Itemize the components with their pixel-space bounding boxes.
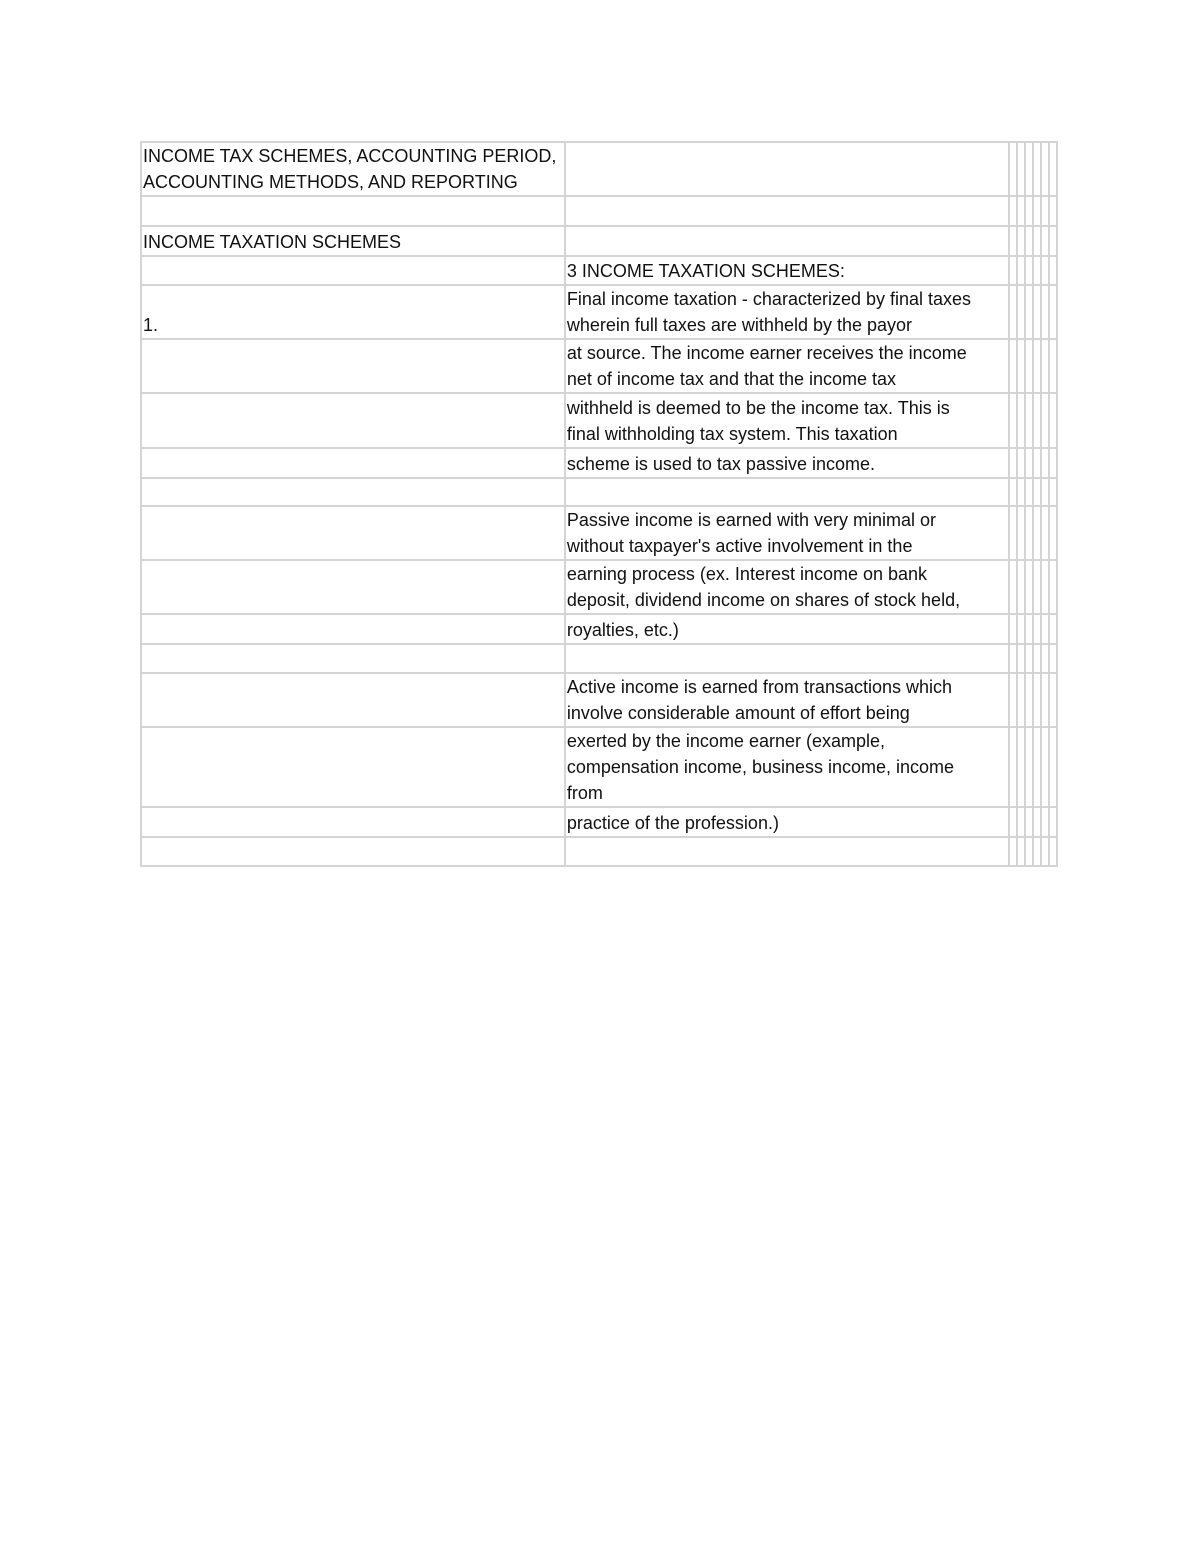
cell-empty-narrow (1049, 506, 1057, 560)
cell-empty-narrow (1041, 393, 1049, 448)
cell-empty-narrow (1025, 837, 1033, 866)
cell-empty-narrow (1033, 614, 1041, 644)
cell-left (141, 727, 565, 807)
cell-empty-narrow (1009, 614, 1017, 644)
cell-right: earning process (ex. Interest income on bank deposit, dividend income on shares of stock held, (565, 560, 1009, 614)
cell-left (141, 478, 565, 506)
cell-empty-narrow (1033, 196, 1041, 226)
title-row (141, 142, 1057, 196)
cell-empty-narrow (1025, 727, 1033, 807)
cell-empty-narrow (1017, 727, 1025, 807)
cell-right (565, 478, 1009, 506)
cell-empty-narrow (1009, 837, 1017, 866)
cell-empty-narrow (1009, 727, 1017, 807)
final-tax-row-4 (141, 448, 1057, 478)
cell-left (141, 448, 565, 478)
cell-empty-narrow (1025, 285, 1033, 339)
cell-right (565, 226, 1009, 256)
final-tax-row-2 (141, 339, 1057, 393)
cell-empty-narrow (1025, 478, 1033, 506)
cell-right: Final income taxation - characterized by final taxes wherein full taxes are withheld by the payor (565, 285, 1009, 339)
cell-empty-narrow (1025, 256, 1033, 285)
passive-income-row-1 (141, 506, 1057, 560)
cell-empty-narrow (1033, 256, 1041, 285)
cell-empty-narrow (1017, 448, 1025, 478)
cell-empty-narrow (1041, 614, 1049, 644)
cell-empty-narrow (1025, 506, 1033, 560)
cell-left (141, 196, 565, 226)
cell-left (141, 393, 565, 448)
cell-empty-narrow (1017, 506, 1025, 560)
cell-empty-narrow (1049, 393, 1057, 448)
cell-empty-narrow (1017, 807, 1025, 837)
cell-empty-narrow (1033, 807, 1041, 837)
cell-empty-narrow (1049, 478, 1057, 506)
passive-income-row-2 (141, 560, 1057, 614)
cell-left (141, 807, 565, 837)
cell-empty-narrow (1025, 339, 1033, 393)
cell-empty-narrow (1033, 478, 1041, 506)
cell-empty-narrow (1009, 393, 1017, 448)
cell-empty-narrow (1041, 837, 1049, 866)
cell-empty-narrow (1009, 142, 1017, 196)
cell-empty-narrow (1009, 285, 1017, 339)
cell-right: withheld is deemed to be the income tax. This is final withholding tax system. This taxation (565, 393, 1009, 448)
cell-empty-narrow (1041, 226, 1049, 256)
cell-right (565, 644, 1009, 673)
section-heading-row (141, 226, 1057, 256)
cell-empty-narrow (1025, 448, 1033, 478)
cell-empty-narrow (1049, 807, 1057, 837)
cell-empty-narrow (1033, 727, 1041, 807)
final-tax-row-3 (141, 393, 1057, 448)
cell-empty-narrow (1041, 339, 1049, 393)
cell-empty-narrow (1041, 506, 1049, 560)
final-tax-row-1 (141, 285, 1057, 339)
cell-empty-narrow (1049, 673, 1057, 727)
cell-empty-narrow (1041, 727, 1049, 807)
cell-empty-narrow (1033, 673, 1041, 727)
subheading-row (141, 256, 1057, 285)
cell-empty-narrow (1025, 226, 1033, 256)
cell-empty-narrow (1025, 614, 1033, 644)
cell-empty-narrow (1009, 256, 1017, 285)
cell-empty-narrow (1025, 807, 1033, 837)
cell-left: 1. (141, 285, 565, 339)
cell-empty-narrow (1025, 644, 1033, 673)
cell-empty-narrow (1009, 478, 1017, 506)
cell-right: at source. The income earner receives the income net of income tax and that the income tax (565, 339, 1009, 393)
cell-empty-narrow (1041, 196, 1049, 226)
cell-empty-narrow (1041, 478, 1049, 506)
cell-right: Passive income is earned with very minimal or without taxpayer's active involvement in the (565, 506, 1009, 560)
active-income-row-1 (141, 673, 1057, 727)
cell-right: exerted by the income earner (example, compensation income, business income, income from (565, 727, 1009, 807)
cell-empty-narrow (1009, 226, 1017, 256)
cell-empty-narrow (1025, 560, 1033, 614)
cell-empty-narrow (1033, 560, 1041, 614)
cell-empty-narrow (1049, 560, 1057, 614)
cell-empty-narrow (1041, 644, 1049, 673)
blank-row (141, 837, 1057, 866)
cell-empty-narrow (1049, 196, 1057, 226)
cell-empty-narrow (1049, 837, 1057, 866)
cell-empty-narrow (1017, 560, 1025, 614)
cell-left (141, 644, 565, 673)
spreadsheet-body (141, 142, 1057, 866)
cell-empty-narrow (1041, 807, 1049, 837)
cell-empty-narrow (1033, 393, 1041, 448)
cell-empty-narrow (1025, 142, 1033, 196)
cell-empty-narrow (1009, 673, 1017, 727)
cell-right (565, 196, 1009, 226)
cell-empty-narrow (1017, 614, 1025, 644)
cell-empty-narrow (1049, 226, 1057, 256)
cell-empty-narrow (1017, 285, 1025, 339)
cell-empty-narrow (1009, 196, 1017, 226)
cell-empty-narrow (1033, 644, 1041, 673)
cell-empty-narrow (1049, 644, 1057, 673)
cell-right (565, 142, 1009, 196)
cell-empty-narrow (1049, 614, 1057, 644)
cell-empty-narrow (1017, 393, 1025, 448)
cell-empty-narrow (1041, 673, 1049, 727)
cell-left (141, 560, 565, 614)
cell-empty-narrow (1049, 256, 1057, 285)
blank-row (141, 196, 1057, 226)
cell-empty-narrow (1049, 142, 1057, 196)
cell-left (141, 837, 565, 866)
cell-empty-narrow (1033, 837, 1041, 866)
cell-empty-narrow (1025, 393, 1033, 448)
passive-income-row-3 (141, 614, 1057, 644)
cell-empty-narrow (1017, 339, 1025, 393)
cell-left: INCOME TAX SCHEMES, ACCOUNTING PERIOD, ACCOUNTING METHODS, AND REPORTING (141, 142, 565, 196)
cell-empty-narrow (1041, 142, 1049, 196)
cell-empty-narrow (1025, 196, 1033, 226)
spreadsheet-table (140, 141, 1058, 867)
cell-empty-narrow (1033, 506, 1041, 560)
cell-empty-narrow (1033, 448, 1041, 478)
cell-empty-narrow (1033, 142, 1041, 196)
cell-right (565, 837, 1009, 866)
cell-empty-narrow (1009, 807, 1017, 837)
cell-empty-narrow (1017, 837, 1025, 866)
cell-right: 3 INCOME TAXATION SCHEMES: (565, 256, 1009, 285)
cell-empty-narrow (1009, 560, 1017, 614)
cell-empty-narrow (1009, 339, 1017, 393)
cell-left (141, 339, 565, 393)
cell-empty-narrow (1041, 285, 1049, 339)
cell-empty-narrow (1041, 560, 1049, 614)
cell-right: practice of the profession.) (565, 807, 1009, 837)
cell-empty-narrow (1049, 285, 1057, 339)
cell-empty-narrow (1017, 196, 1025, 226)
cell-empty-narrow (1041, 256, 1049, 285)
blank-row (141, 644, 1057, 673)
cell-empty-narrow (1009, 506, 1017, 560)
cell-right: royalties, etc.) (565, 614, 1009, 644)
cell-left (141, 256, 565, 285)
cell-left: INCOME TAXATION SCHEMES (141, 226, 565, 256)
cell-empty-narrow (1017, 142, 1025, 196)
cell-empty-narrow (1049, 727, 1057, 807)
cell-right: scheme is used to tax passive income. (565, 448, 1009, 478)
cell-empty-narrow (1017, 256, 1025, 285)
cell-empty-narrow (1017, 644, 1025, 673)
cell-empty-narrow (1017, 478, 1025, 506)
active-income-row-3 (141, 807, 1057, 837)
cell-left (141, 614, 565, 644)
cell-empty-narrow (1049, 339, 1057, 393)
cell-empty-narrow (1033, 339, 1041, 393)
cell-empty-narrow (1017, 673, 1025, 727)
cell-empty-narrow (1009, 644, 1017, 673)
cell-left (141, 506, 565, 560)
cell-empty-narrow (1033, 226, 1041, 256)
cell-empty-narrow (1041, 448, 1049, 478)
cell-empty-narrow (1025, 673, 1033, 727)
cell-empty-narrow (1033, 285, 1041, 339)
active-income-row-2 (141, 727, 1057, 807)
blank-row (141, 478, 1057, 506)
cell-left (141, 673, 565, 727)
cell-empty-narrow (1017, 226, 1025, 256)
cell-empty-narrow (1009, 448, 1017, 478)
cell-right: Active income is earned from transactions which involve considerable amount of effort being (565, 673, 1009, 727)
cell-empty-narrow (1049, 448, 1057, 478)
